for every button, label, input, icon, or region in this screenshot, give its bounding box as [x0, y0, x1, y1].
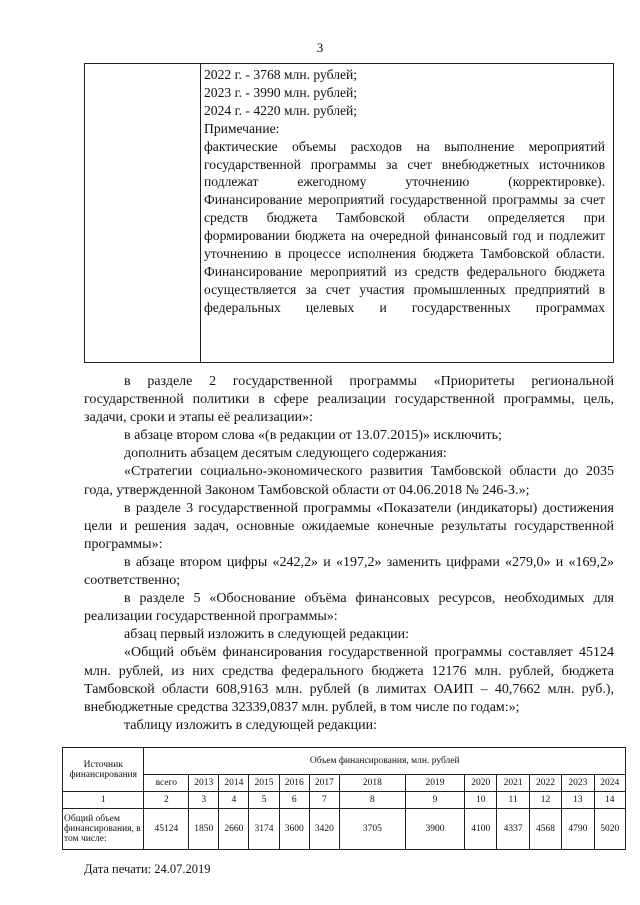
paragraph: в разделе 5 «Обоснование объёма финансовых ресурсов, необходимых для реализации государственной программы»:: [84, 591, 614, 625]
column-number: 12: [529, 792, 561, 809]
financing-cell: [204, 66, 605, 317]
document-body: [84, 373, 614, 735]
column-number: 6: [279, 792, 309, 809]
paragraph: дополнить абзацем десятым следующего содержания:: [124, 446, 447, 462]
column-header: 2016: [279, 775, 309, 792]
row-label: Общий объем финансирования, в том числе:: [63, 809, 144, 850]
note-paragraph-3: Финансирование мероприятий из средств федерального бюджета осуществляется за счет участия промышленных предприятий в федеральных целевых и государственных программах: [204, 263, 605, 315]
passport-table-continuation: [84, 63, 614, 363]
paragraph: абзац первый изложить в следующей редакции:: [124, 627, 410, 643]
column-number: 3: [189, 792, 219, 809]
paragraph: в разделе 2 государственной программы «Приоритеты региональной государственной политики в сфере реализации государственной программы, цель, задачи, сроки и этапы её реализации»:: [84, 374, 614, 426]
table-cell: 3600: [279, 809, 309, 850]
table-cell: 2660: [219, 809, 249, 850]
table-cell: 3900: [405, 809, 464, 850]
table-cell: 45124: [144, 809, 189, 850]
column-header: 2015: [249, 775, 279, 792]
table-cell: 3705: [339, 809, 405, 850]
column-number: 10: [465, 792, 497, 809]
column-header: 2013: [189, 775, 219, 792]
volume-header: Объем финансирования, млн. рублей: [144, 748, 626, 775]
note-paragraph-2: Финансирование мероприятий государственной программы за счет средств бюджета Тамбовской области определяется при формировании бюджета на очередной финансовый год и подлежит уточнению в процессе исполнения бюджета Тамбовской области.: [204, 192, 605, 262]
paragraph: в разделе 3 государственной программы «Показатели (индикаторы) достижения цели и решения задач, основные ожидаемые конечные результаты государственной программы»:: [84, 500, 614, 552]
column-number: 4: [219, 792, 249, 809]
table-row: [63, 809, 626, 850]
line-2022: 2022 г. - 3768 млн. рублей;: [204, 67, 358, 82]
paragraph: в абзаце втором слова «(в редакции от 13.07.2015)» исключить;: [124, 428, 502, 444]
column-number: 8: [339, 792, 405, 809]
page-number: 3: [316, 40, 324, 55]
column-number: 11: [497, 792, 529, 809]
column-header: 2014: [219, 775, 249, 792]
paragraph: в абзаце втором цифры «242,2» и «197,2» заменить цифрами «279,0» и «169,2» соответственно;: [84, 554, 614, 589]
column-header: 2021: [497, 775, 529, 792]
table-cell: 4790: [562, 809, 594, 850]
table-cell: 1850: [189, 809, 219, 850]
note-paragraph-1: фактические объемы расходов на выполнение мероприятий государственной программы за счет внебюджетных источников подлежат ежегодному уточнению (корректировке).: [204, 138, 605, 190]
paragraph: «Общий объём финансирования государственной программы составляет 45124 млн. рублей, из них средства федерального бюджета 12176 млн. рублей, бюджета Тамбовской области 608,9163 млн. рублей (в лимитах ОАИП – 40,7662 млн. руб.), внебюджетные средства 32339,0837 млн. рублей, в том числе по годам:»;: [84, 645, 614, 715]
table-cell: 4568: [529, 809, 561, 850]
column-header: 2024: [594, 775, 625, 792]
column-header: всего: [144, 775, 189, 792]
column-number: 5: [249, 792, 279, 809]
table-cell: 3174: [249, 809, 279, 850]
table-cell: 3420: [309, 809, 339, 850]
column-number: 1: [63, 792, 144, 809]
column-number: 14: [594, 792, 625, 809]
paragraph: «Стратегии социально-экономического развития Тамбовской области до 2035 года, утвержденной Законом Тамбовской области от 04.06.2018 № 246-З.»;: [84, 464, 614, 498]
financing-table: [62, 747, 626, 850]
paragraph: таблицу изложить в следующей редакции:: [124, 717, 378, 733]
column-number: 9: [405, 792, 464, 809]
column-header: 2020: [465, 775, 497, 792]
column-number: 2: [144, 792, 189, 809]
table-column-divider: [200, 64, 201, 362]
column-header: 2019: [405, 775, 464, 792]
table-cell: 5020: [594, 809, 625, 850]
column-number: 7: [309, 792, 339, 809]
column-header: 2018: [339, 775, 405, 792]
column-header: 2023: [562, 775, 594, 792]
table-cell: 4337: [497, 809, 529, 850]
print-date: Дата печати: 24.07.2019: [84, 862, 211, 876]
column-header: 2022: [529, 775, 561, 792]
column-header: 2017: [309, 775, 339, 792]
line-2024: 2024 г. - 4220 млн. рублей;: [204, 102, 358, 118]
column-number: 13: [562, 792, 594, 809]
source-header: Источник финансирования: [63, 748, 144, 792]
table-cell: 4100: [465, 809, 497, 850]
line-2023: 2023 г. - 3990 млн. рублей;: [204, 84, 358, 100]
note-label: Примечание:: [204, 120, 280, 136]
